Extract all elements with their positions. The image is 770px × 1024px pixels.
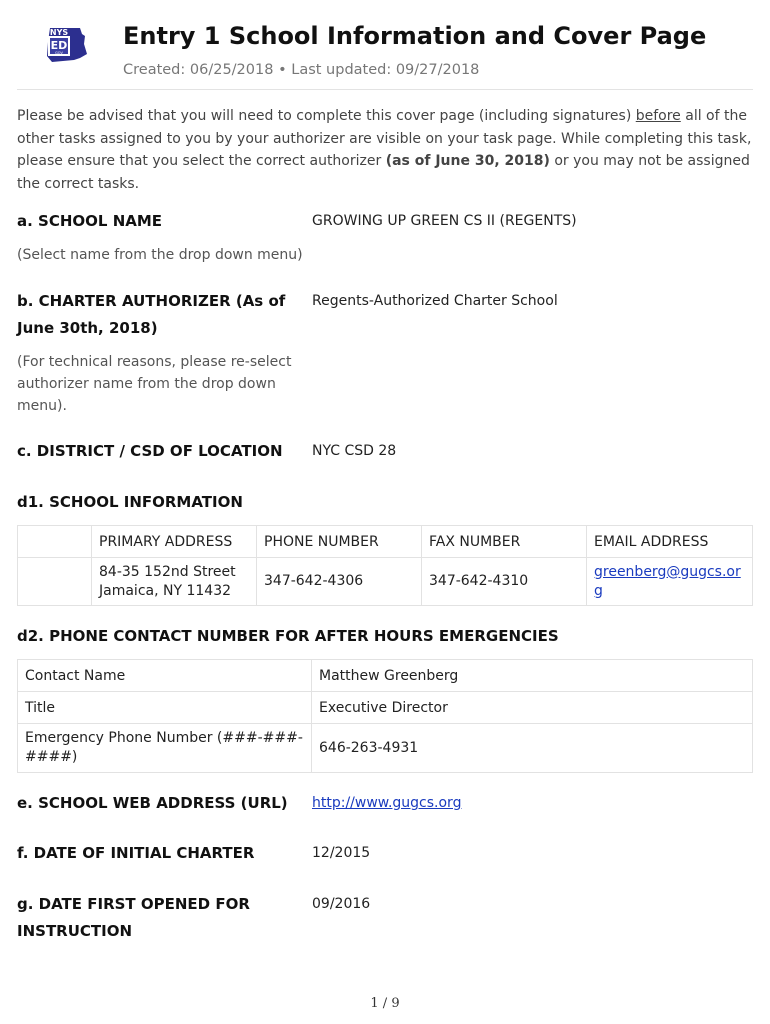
emergency-phone-label <box>18 724 312 773</box>
table-row <box>18 724 753 773</box>
table-header-phone: PHONE NUMBER <box>257 526 422 558</box>
web-address-label: e. SCHOOL WEB ADDRESS (URL) <box>17 794 288 812</box>
emergency-phone-label-line2: ####) <box>25 749 78 765</box>
charter-authorizer-hint-line3: menu). <box>17 398 67 414</box>
table-row <box>18 660 753 692</box>
table-header-empty <box>18 526 92 558</box>
contact-name-label: Contact Name <box>18 660 312 692</box>
first-opened-value: 09/2016 <box>312 896 371 912</box>
email-line1: greenberg@gugcs.or <box>594 563 741 580</box>
table-cell-phone: 347-642-4306 <box>257 558 422 606</box>
charter-authorizer-hint-line1: (For technical reasons, please re-select <box>17 354 292 370</box>
table-header-email: EMAIL ADDRESS <box>587 526 753 558</box>
intro-text-3: or you may not be assigned the correct tasks. <box>17 153 750 192</box>
svg-text:NYS: NYS <box>49 28 69 37</box>
intro-bold: (as of June 30, 2018) <box>385 153 550 169</box>
contact-title-label: Title <box>18 692 312 724</box>
email-link[interactable] <box>594 564 741 599</box>
table-cell-empty <box>18 558 92 606</box>
district-label: c. DISTRICT / CSD OF LOCATION <box>17 442 283 460</box>
emergency-contact-label: d2. PHONE CONTACT NUMBER FOR AFTER HOURS EMERGENCIES <box>17 627 559 645</box>
emergency-phone-value: 646-263-4931 <box>312 724 753 773</box>
school-name-hint: (Select name from the drop down menu) <box>17 247 303 263</box>
intro-text-2: all of the other tasks assigned to you by your authorizer are visible on your task page. While completing this task, please ensure that you select the correct authorizer <box>17 108 752 169</box>
first-opened-label-line1: g. DATE FIRST OPENED FOR <box>17 895 250 913</box>
page-title: Entry 1 School Information and Cover Page <box>123 22 707 50</box>
district-value: NYC CSD 28 <box>312 443 397 459</box>
contact-name-value: Matthew Greenberg <box>312 660 753 692</box>
page-dates <box>123 62 479 78</box>
table-header-address: PRIMARY ADDRESS <box>92 526 257 558</box>
emergency-contact-table <box>17 659 753 773</box>
header-divider <box>17 89 753 90</box>
nysed-logo <box>44 24 88 64</box>
charter-authorizer-label-line2: June 30th, 2018) <box>17 319 158 337</box>
school-info-table <box>17 525 753 606</box>
table-cell-email <box>587 558 753 606</box>
table-header-fax: FAX NUMBER <box>422 526 587 558</box>
first-opened-label-line2: INSTRUCTION <box>17 922 133 940</box>
created-date: Created: 06/25/2018 <box>123 62 274 78</box>
charter-authorizer-hint-line2: authorizer name from the drop down <box>17 376 276 392</box>
table-row <box>18 692 753 724</box>
date-separator: • <box>278 62 287 78</box>
table-cell-fax: 347-642-4310 <box>422 558 587 606</box>
table-header-row <box>18 526 753 558</box>
school-info-label: d1. SCHOOL INFORMATION <box>17 493 243 511</box>
svg-text:ED: ED <box>50 39 68 52</box>
intro-text-1: Please be advised that you will need to complete this cover page (including signatures) <box>17 108 636 124</box>
web-address-link[interactable]: http://www.gugcs.org <box>312 795 462 811</box>
charter-authorizer-label-line1: b. CHARTER AUTHORIZER (As of <box>17 292 286 310</box>
nysed-logo-icon <box>44 24 88 64</box>
intro-paragraph <box>17 105 754 195</box>
charter-authorizer-value: Regents-Authorized Charter School <box>312 293 558 309</box>
email-line2: g <box>594 582 603 599</box>
page-number: 1 / 9 <box>370 996 400 1011</box>
initial-charter-value: 12/2015 <box>312 845 371 861</box>
emergency-phone-label-line1: Emergency Phone Number (###-###- <box>25 730 303 746</box>
intro-underline: before <box>635 108 681 124</box>
school-name-value: GROWING UP GREEN CS II (REGENTS) <box>312 213 577 229</box>
initial-charter-label: f. DATE OF INITIAL CHARTER <box>17 844 255 862</box>
svg-text:GOV: GOV <box>55 51 63 55</box>
address-line1: 84-35 152nd Street <box>99 563 236 580</box>
table-cell-address <box>92 558 257 606</box>
contact-title-value: Executive Director <box>312 692 753 724</box>
school-name-label: a. SCHOOL NAME <box>17 212 163 230</box>
table-row <box>18 558 753 606</box>
address-line2: Jamaica, NY 11432 <box>99 582 232 599</box>
updated-date: Last updated: 09/27/2018 <box>291 62 480 78</box>
